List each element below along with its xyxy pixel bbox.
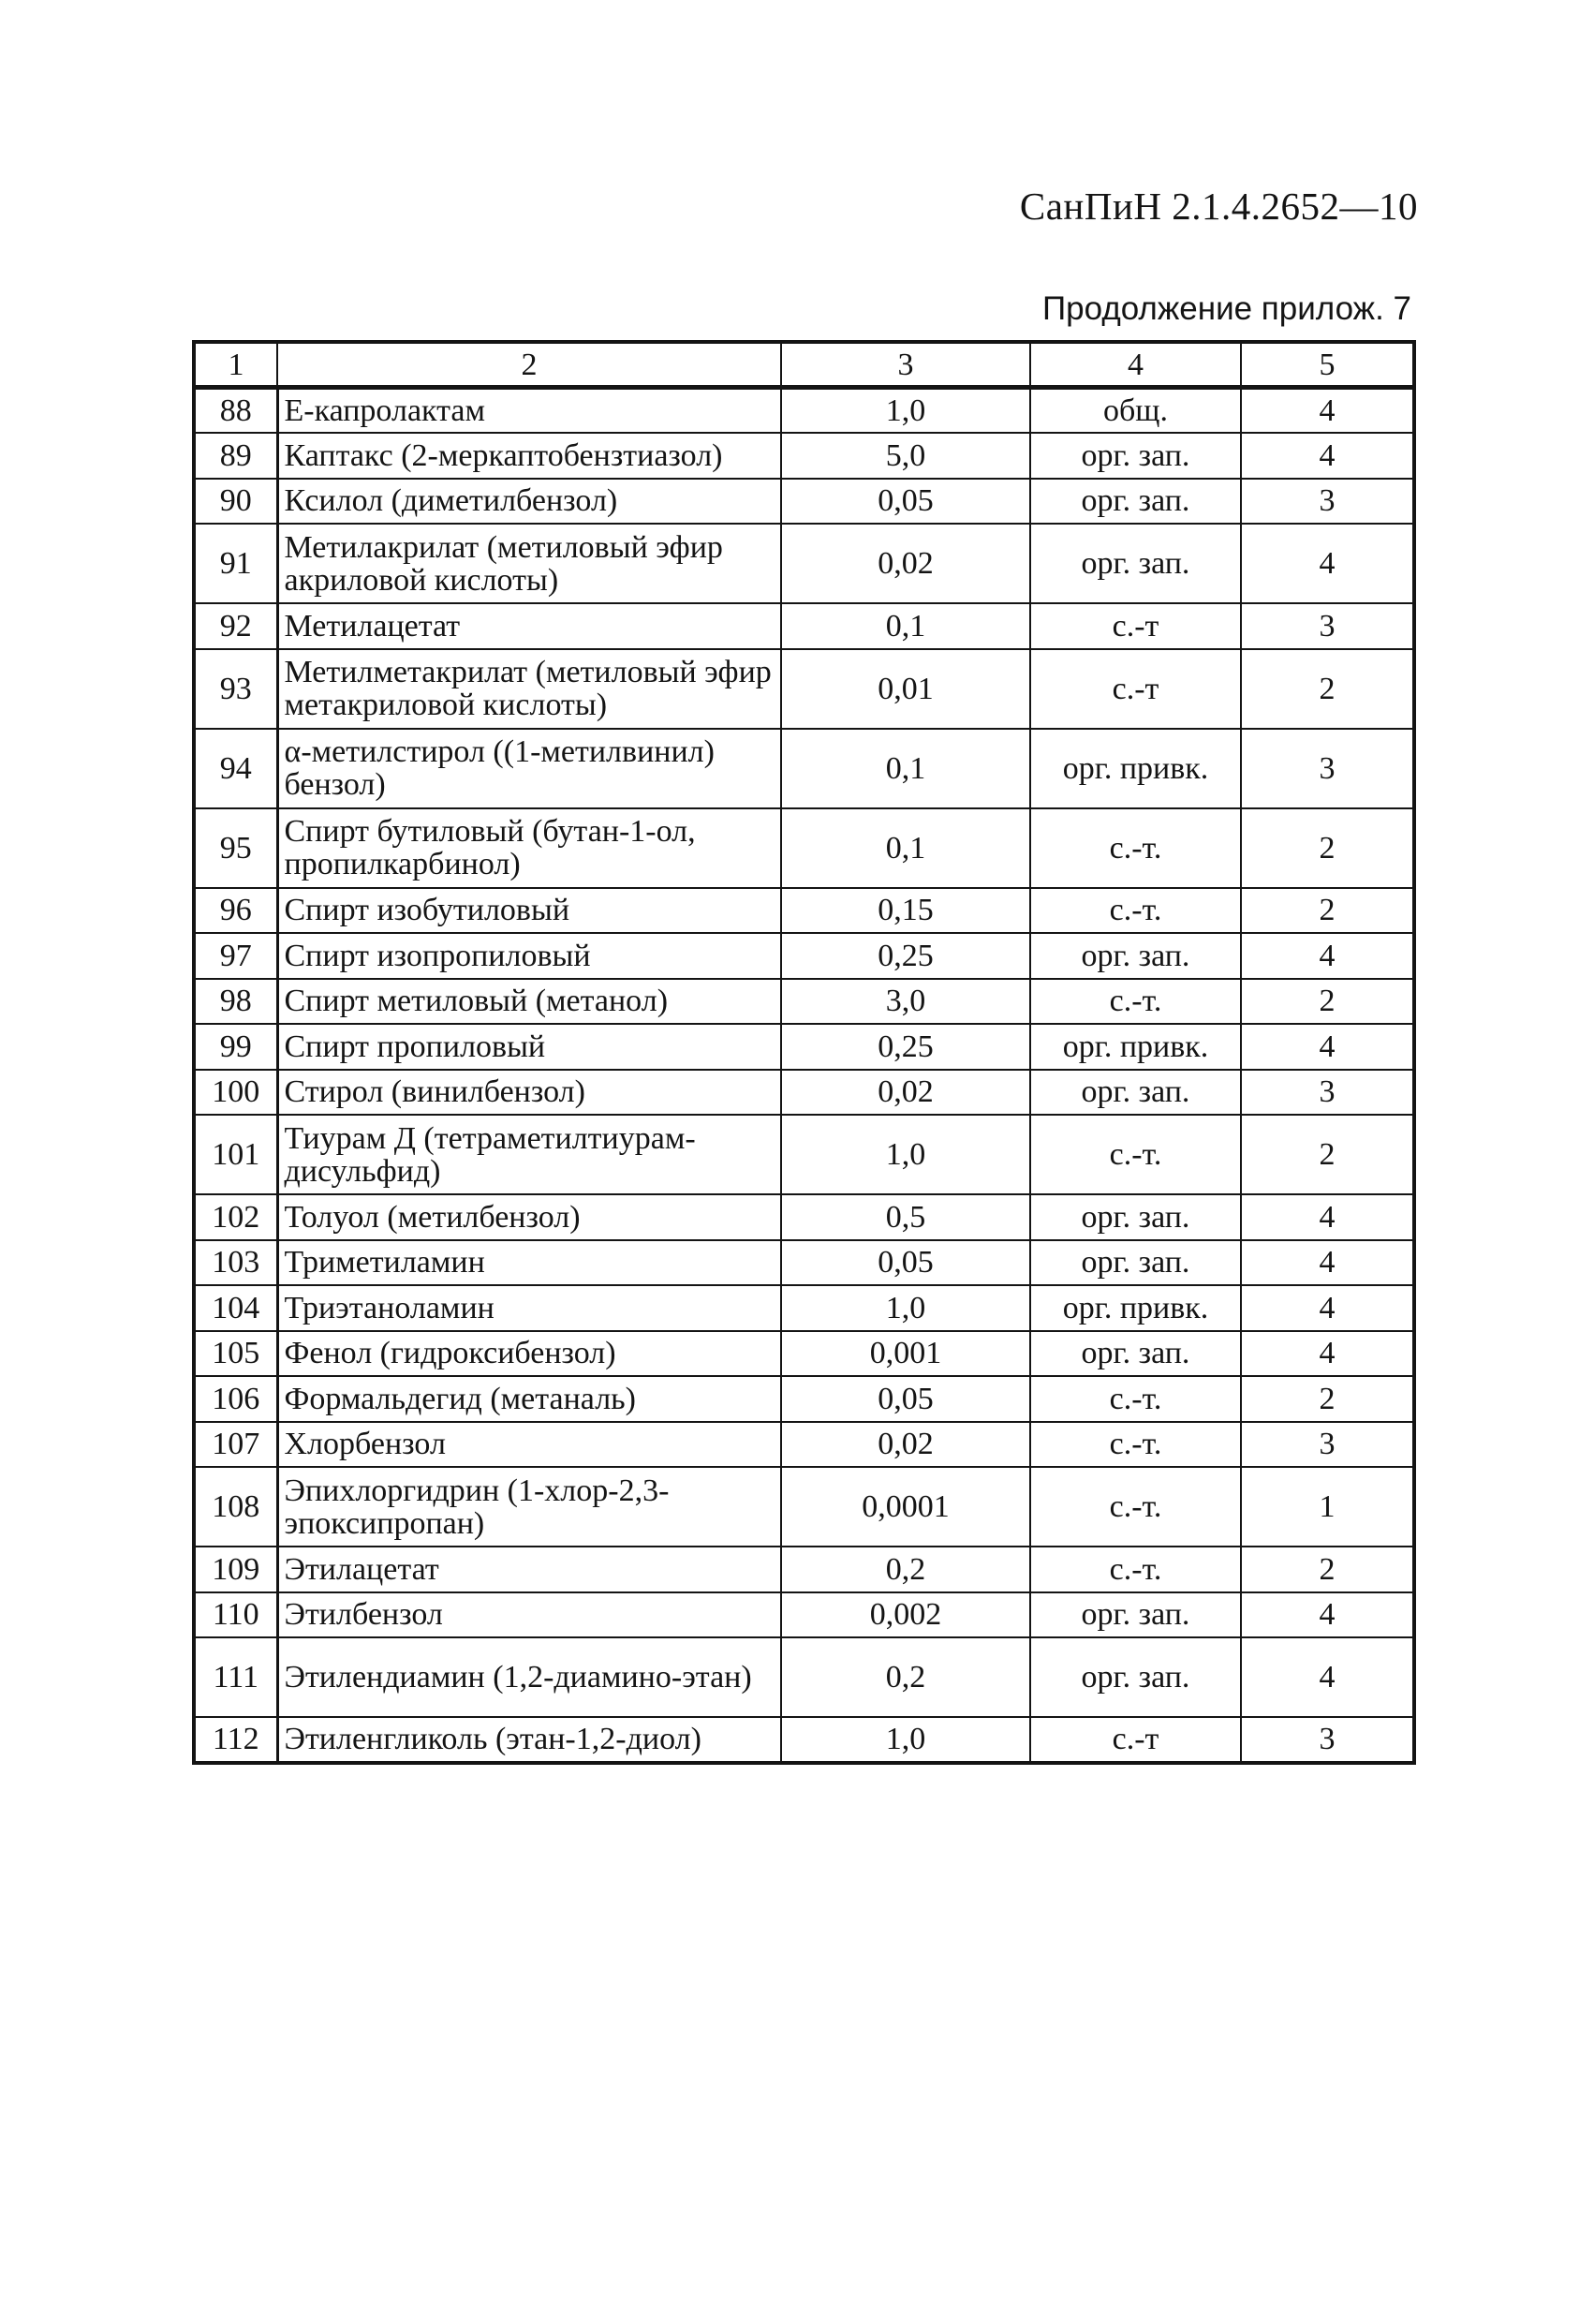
table-row [194, 388, 1414, 434]
concentration-value: 0,02 [781, 1422, 1030, 1468]
concentration-value: 1,0 [781, 1115, 1030, 1194]
hazard-indicator: с.-т [1030, 649, 1241, 729]
substance-name: Фенол (гидроксибензол) [277, 1331, 781, 1377]
hazard-indicator: с.-т. [1030, 1115, 1241, 1194]
hazard-class: 4 [1241, 1592, 1414, 1638]
substance-name: Каптакс (2-меркаптобензтиазол) [277, 433, 781, 479]
concentration-value: 0,0001 [781, 1467, 1030, 1547]
substance-name: Метилметакрилат (метиловый эфир метакриловой кислоты) [277, 649, 781, 729]
column-header: 4 [1030, 342, 1241, 388]
column-header: 5 [1241, 342, 1414, 388]
table-row [194, 888, 1414, 934]
hazard-class: 2 [1241, 979, 1414, 1025]
hazard-indicator: с.-т. [1030, 888, 1241, 934]
table-row [194, 1717, 1414, 1763]
table-row [194, 729, 1414, 808]
table-row [194, 1467, 1414, 1547]
column-header: 2 [277, 342, 781, 388]
substance-name: Спирт пропиловый [277, 1024, 781, 1070]
substance-name: Спирт изопропиловый [277, 933, 781, 979]
concentration-value: 0,1 [781, 808, 1030, 888]
table-row [194, 1285, 1414, 1331]
hazard-indicator: орг. зап. [1030, 1070, 1241, 1116]
hazard-class: 4 [1241, 1024, 1414, 1070]
hazard-class: 2 [1241, 1115, 1414, 1194]
hazard-indicator: с.-т. [1030, 1547, 1241, 1592]
row-number: 102 [194, 1194, 277, 1240]
hazard-indicator: орг. зап. [1030, 1240, 1241, 1286]
table-row [194, 1070, 1414, 1116]
hazard-class: 4 [1241, 433, 1414, 479]
column-header: 3 [781, 342, 1030, 388]
substance-name: Метилакрилат (метиловый эфир акриловой кислоты) [277, 524, 781, 603]
hazard-class: 4 [1241, 1240, 1414, 1286]
hazard-class: 2 [1241, 1376, 1414, 1422]
table-row [194, 1240, 1414, 1286]
table-row [194, 1376, 1414, 1422]
table-row [194, 933, 1414, 979]
concentration-value: 0,01 [781, 649, 1030, 729]
hazard-class: 3 [1241, 479, 1414, 525]
row-number: 101 [194, 1115, 277, 1194]
table-row [194, 1194, 1414, 1240]
substance-name: Триэтаноламин [277, 1285, 781, 1331]
concentration-value: 0,25 [781, 933, 1030, 979]
substance-name: Метилацетат [277, 603, 781, 649]
substance-name: Этиленгликоль (этан-1,2-диол) [277, 1717, 781, 1763]
table-row [194, 1331, 1414, 1377]
row-number: 110 [194, 1592, 277, 1638]
table-row [194, 603, 1414, 649]
table-row [194, 1547, 1414, 1592]
substance-name: Стирол (винилбензол) [277, 1070, 781, 1116]
hazard-class: 3 [1241, 1070, 1414, 1116]
hazard-indicator: с.-т [1030, 603, 1241, 649]
hazard-indicator: с.-т. [1030, 1422, 1241, 1468]
concentration-value: 0,1 [781, 603, 1030, 649]
hazard-indicator: орг. привк. [1030, 729, 1241, 808]
row-number: 93 [194, 649, 277, 729]
appendix-table [192, 340, 1416, 1765]
substance-name: Тиурам Д (тетраметилтиурам-дисульфид) [277, 1115, 781, 1194]
concentration-value: 0,05 [781, 1240, 1030, 1286]
hazard-indicator: орг. зап. [1030, 1592, 1241, 1638]
hazard-class: 4 [1241, 1285, 1414, 1331]
hazard-indicator: орг. зап. [1030, 433, 1241, 479]
substance-name: Эпихлоргидрин (1-хлор-2,3-эпоксипропан) [277, 1467, 781, 1547]
row-number: 104 [194, 1285, 277, 1331]
row-number: 88 [194, 388, 277, 434]
hazard-indicator: общ. [1030, 388, 1241, 434]
row-number: 97 [194, 933, 277, 979]
hazard-indicator: орг. зап. [1030, 479, 1241, 525]
substance-name: Этилендиамин (1,2-диамино-этан) [277, 1637, 781, 1717]
table-row [194, 479, 1414, 525]
concentration-value: 0,02 [781, 1070, 1030, 1116]
table-row [194, 1637, 1414, 1717]
hazard-indicator: орг. зап. [1030, 1331, 1241, 1377]
concentration-value: 0,1 [781, 729, 1030, 808]
hazard-class: 2 [1241, 808, 1414, 888]
table-row [194, 808, 1414, 888]
hazard-indicator: с.-т [1030, 1717, 1241, 1763]
table-header-row [194, 342, 1414, 388]
substance-name: Спирт изобутиловый [277, 888, 781, 934]
row-number: 108 [194, 1467, 277, 1547]
concentration-value: 0,2 [781, 1637, 1030, 1717]
row-number: 112 [194, 1717, 277, 1763]
concentration-value: 0,05 [781, 479, 1030, 525]
row-number: 98 [194, 979, 277, 1025]
concentration-value: 1,0 [781, 388, 1030, 434]
concentration-value: 0,2 [781, 1547, 1030, 1592]
concentration-value: 0,15 [781, 888, 1030, 934]
column-header: 1 [194, 342, 277, 388]
hazard-class: 4 [1241, 1637, 1414, 1717]
substance-name: Формальдегид (метаналь) [277, 1376, 781, 1422]
hazard-class: 3 [1241, 729, 1414, 808]
hazard-indicator: орг. зап. [1030, 1637, 1241, 1717]
row-number: 100 [194, 1070, 277, 1116]
table-body [194, 388, 1414, 1763]
hazard-class: 4 [1241, 524, 1414, 603]
substance-name: Хлорбензол [277, 1422, 781, 1468]
hazard-class: 2 [1241, 888, 1414, 934]
hazard-class: 3 [1241, 603, 1414, 649]
row-number: 111 [194, 1637, 277, 1717]
concentration-value: 0,25 [781, 1024, 1030, 1070]
concentration-value: 1,0 [781, 1285, 1030, 1331]
concentration-value: 3,0 [781, 979, 1030, 1025]
row-number: 95 [194, 808, 277, 888]
row-number: 107 [194, 1422, 277, 1468]
table-row [194, 979, 1414, 1025]
substance-name: Спирт метиловый (метанол) [277, 979, 781, 1025]
continuation-label: Продолжение прилож. 7 [1042, 290, 1411, 327]
hazard-indicator: с.-т. [1030, 1376, 1241, 1422]
substance-name: α-метилстирол ((1-метилвинил) бензол) [277, 729, 781, 808]
hazard-class: 4 [1241, 933, 1414, 979]
hazard-class: 2 [1241, 1547, 1414, 1592]
hazard-class: 3 [1241, 1717, 1414, 1763]
hazard-class: 3 [1241, 1422, 1414, 1468]
row-number: 99 [194, 1024, 277, 1070]
concentration-value: 0,002 [781, 1592, 1030, 1638]
concentration-value: 0,5 [781, 1194, 1030, 1240]
row-number: 96 [194, 888, 277, 934]
hazard-indicator: орг. зап. [1030, 1194, 1241, 1240]
row-number: 90 [194, 479, 277, 525]
hazard-indicator: с.-т. [1030, 1467, 1241, 1547]
row-number: 94 [194, 729, 277, 808]
row-number: 109 [194, 1547, 277, 1592]
table-row [194, 1024, 1414, 1070]
substance-name: Спирт бутиловый (бутан-1-ол, пропилкарбинол) [277, 808, 781, 888]
hazard-class: 4 [1241, 1194, 1414, 1240]
hazard-indicator: орг. привк. [1030, 1285, 1241, 1331]
table-row [194, 1115, 1414, 1194]
row-number: 91 [194, 524, 277, 603]
substance-name: Толуол (метилбензол) [277, 1194, 781, 1240]
concentration-value: 5,0 [781, 433, 1030, 479]
substance-name: Ксилол (диметилбензол) [277, 479, 781, 525]
concentration-value: 0,001 [781, 1331, 1030, 1377]
table-row [194, 1592, 1414, 1638]
concentration-value: 0,05 [781, 1376, 1030, 1422]
hazard-indicator: орг. зап. [1030, 524, 1241, 603]
row-number: 103 [194, 1240, 277, 1286]
substance-name: Триметиламин [277, 1240, 781, 1286]
row-number: 92 [194, 603, 277, 649]
table-row [194, 524, 1414, 603]
hazard-indicator: с.-т. [1030, 808, 1241, 888]
table-row [194, 1422, 1414, 1468]
concentration-value: 0,02 [781, 524, 1030, 603]
concentration-value: 1,0 [781, 1717, 1030, 1763]
hazard-indicator: с.-т. [1030, 979, 1241, 1025]
row-number: 105 [194, 1331, 277, 1377]
row-number: 89 [194, 433, 277, 479]
hazard-class: 1 [1241, 1467, 1414, 1547]
table-row [194, 433, 1414, 479]
substance-name: Этилацетат [277, 1547, 781, 1592]
document-code: СанПиН 2.1.4.2652—10 [1019, 185, 1418, 228]
hazard-indicator: орг. зап. [1030, 933, 1241, 979]
table-row [194, 649, 1414, 729]
hazard-class: 2 [1241, 649, 1414, 729]
row-number: 106 [194, 1376, 277, 1422]
hazard-class: 4 [1241, 1331, 1414, 1377]
hazard-class: 4 [1241, 388, 1414, 434]
substance-name: Е-капролактам [277, 388, 781, 434]
hazard-indicator: орг. привк. [1030, 1024, 1241, 1070]
substance-name: Этилбензол [277, 1592, 781, 1638]
